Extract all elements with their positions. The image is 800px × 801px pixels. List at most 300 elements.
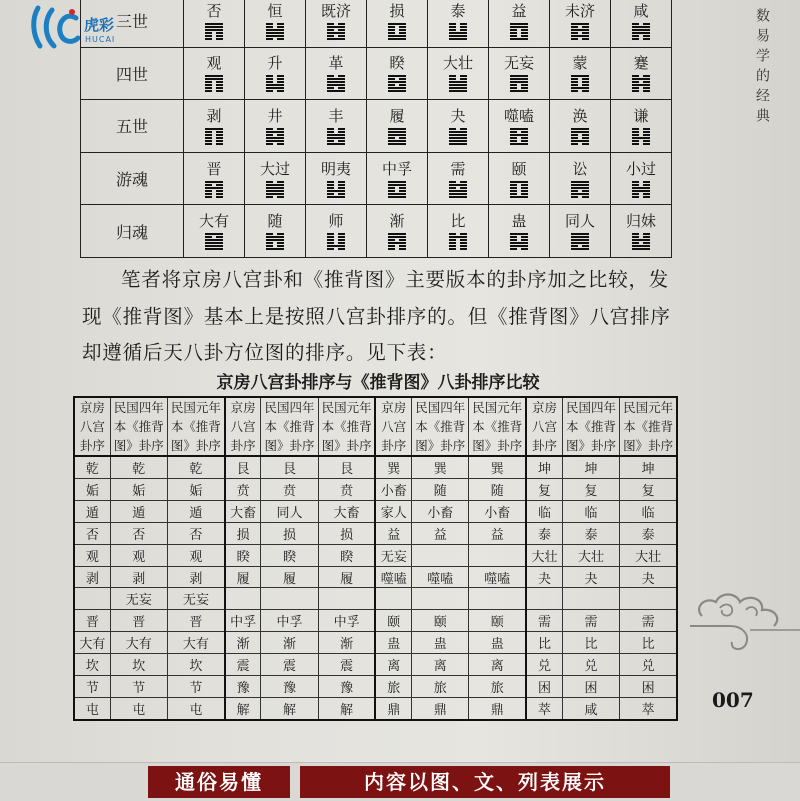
- hexagram-symbol-icon: [266, 128, 284, 145]
- hexagram-cell: [489, 205, 550, 258]
- column-header: [318, 397, 375, 456]
- hexagram-name: 履: [389, 106, 405, 125]
- hexagram-symbol-icon: [388, 128, 406, 145]
- table-cell: 坎: [167, 654, 224, 676]
- table-cell: 屯: [110, 698, 167, 720]
- table-cell: 复: [620, 478, 677, 500]
- hexagram-symbol-icon: [510, 181, 528, 198]
- hexagram-cell: [306, 0, 367, 47]
- table-cell: 泰: [526, 522, 562, 544]
- hexagram-cell: [428, 205, 489, 258]
- table-cell: 鼎: [469, 698, 526, 720]
- table-cell: 无妄: [375, 544, 411, 566]
- hexagram-cell: [611, 47, 672, 100]
- hexagram-symbol-icon: [632, 181, 650, 198]
- column-header-line: 图》卦序: [472, 438, 523, 453]
- table-cell: 睽: [318, 544, 375, 566]
- table-cell: 无妄: [167, 588, 224, 610]
- hexagram-cell: [611, 0, 672, 47]
- hexagram-name: 蛊: [511, 212, 527, 231]
- hexagram-row: [81, 47, 672, 100]
- column-header: [225, 397, 261, 456]
- table-cell: 豫: [318, 676, 375, 698]
- table-cell: 困: [562, 676, 619, 698]
- table-cell: 大有: [110, 632, 167, 654]
- row-label: 五世: [81, 100, 184, 153]
- cloud-ornament-icon: [690, 586, 800, 666]
- hexagram-name: 剥: [206, 106, 222, 125]
- hexagram-symbol-icon: [632, 75, 650, 92]
- hexagram-symbol-icon: [510, 128, 528, 145]
- hexagram-cell: [611, 100, 672, 153]
- table-cell: 蛊: [412, 632, 469, 654]
- column-header: [562, 397, 619, 456]
- hexagram-symbol-icon: [205, 75, 223, 92]
- row-label: 三世: [81, 0, 184, 47]
- row-label: 游魂: [81, 152, 184, 205]
- hexagram-cell: [184, 205, 245, 258]
- column-header-line: 本《推背: [113, 419, 164, 434]
- hexagram-symbol-icon: [388, 181, 406, 198]
- hexagram-name: 大过: [259, 159, 290, 178]
- table-cell: 兑: [562, 654, 619, 676]
- column-header-line: 民国元年: [170, 400, 221, 415]
- column-header-line: 本《推背: [566, 419, 617, 434]
- hexagram-cell: [367, 47, 428, 100]
- hexagram-cell: [184, 47, 245, 100]
- hexagram-name: 益: [511, 1, 527, 20]
- hexagram-symbol-icon: [205, 233, 223, 250]
- logo-subtext: HUCAI: [85, 35, 116, 44]
- table-cell: 需: [620, 610, 677, 632]
- hexagram-symbol-icon: [510, 233, 528, 250]
- hexagram-cell: [550, 152, 611, 205]
- table-cell: [469, 588, 526, 610]
- hexagram-cell: [489, 0, 550, 47]
- column-header: [74, 397, 110, 456]
- table-cell: 损: [261, 522, 318, 544]
- table-cell: 剥: [74, 566, 110, 588]
- column-header-line: 京房: [79, 400, 105, 415]
- table-cell: 中孚: [318, 610, 375, 632]
- hexagram-cell: [245, 0, 306, 47]
- table-row: [74, 522, 677, 544]
- hexagram-row: [81, 100, 672, 153]
- column-header-line: 卦序: [79, 438, 105, 453]
- hexagram-symbol-icon: [449, 75, 467, 92]
- hexagram-name: 噬嗑: [503, 106, 534, 125]
- hexagram-cell: [367, 100, 428, 153]
- table-cell: 坤: [562, 456, 619, 478]
- hexagram-cell: [550, 0, 611, 47]
- hexagram-symbol-icon: [571, 128, 589, 145]
- hexagram-name: 讼: [572, 159, 588, 178]
- table-cell: 巽: [375, 456, 411, 478]
- table-cell: 巽: [412, 456, 469, 478]
- hexagram-cell: [306, 152, 367, 205]
- table-cell: 益: [412, 522, 469, 544]
- table-cell: 坤: [620, 456, 677, 478]
- column-header-line: 民国元年: [472, 400, 523, 415]
- hexagram-name: 夬: [450, 106, 466, 125]
- table-cell: 睽: [225, 544, 261, 566]
- hexagram-cell: [306, 100, 367, 153]
- table-cell: [620, 588, 677, 610]
- table-cell: 晋: [110, 610, 167, 632]
- column-header: [167, 397, 224, 456]
- hexagram-name: 中孚: [381, 159, 412, 178]
- table-cell: 贲: [261, 478, 318, 500]
- table-cell: 艮: [318, 456, 375, 478]
- table-row: [74, 456, 677, 478]
- table-cell: 泰: [562, 522, 619, 544]
- table-cell: 屯: [74, 698, 110, 720]
- table-cell: 损: [225, 522, 261, 544]
- table-cell: 睽: [261, 544, 318, 566]
- hexagram-cell: [367, 205, 428, 258]
- column-header-line: 民国元年: [623, 400, 674, 415]
- table-cell: 小畜: [375, 478, 411, 500]
- table-cell: 乾: [110, 456, 167, 478]
- table-cell: 遁: [167, 500, 224, 522]
- hexagram-name: 同人: [564, 212, 595, 231]
- table-cell: 坤: [526, 456, 562, 478]
- hexagram-row: [81, 0, 672, 47]
- table-cell: 大畜: [318, 500, 375, 522]
- table-cell: 观: [167, 544, 224, 566]
- column-header-line: 本《推背: [623, 419, 674, 434]
- hexagram-name: 大有: [198, 212, 229, 231]
- table-cell: 渐: [261, 632, 318, 654]
- table-cell: 观: [74, 544, 110, 566]
- hexagram-cell: [184, 100, 245, 153]
- table-cell: 蛊: [469, 632, 526, 654]
- hexagram-cell: [611, 205, 672, 258]
- table-cell: 巽: [469, 456, 526, 478]
- hexagram-name: 观: [206, 54, 222, 73]
- table-cell: 晋: [167, 610, 224, 632]
- column-header-line: 图》卦序: [415, 438, 466, 453]
- table-cell: 随: [469, 478, 526, 500]
- hexagram-name: 大壮: [442, 54, 473, 73]
- hexagram-symbol-icon: [266, 233, 284, 250]
- hexagram-name: 未济: [564, 1, 595, 20]
- table-cell: 夬: [620, 566, 677, 588]
- table-cell: 颐: [469, 610, 526, 632]
- column-header: [110, 397, 167, 456]
- column-header-line: 图》卦序: [113, 438, 164, 453]
- row-label: 四世: [81, 47, 184, 100]
- column-header-line: 图》卦序: [264, 438, 315, 453]
- table-cell: 萃: [526, 698, 562, 720]
- column-header-line: 八宫: [230, 419, 256, 434]
- body-paragraph: 笔者将京房八宫卦和《推背图》主要版本的卦序加之比较，发现《推背图》基本上是按照八宫卦排序的。但《推背图》八宫排序却遵循后天八卦方位图的排序。见下表：: [82, 268, 671, 364]
- table-cell: 履: [261, 566, 318, 588]
- table-cell: 益: [375, 522, 411, 544]
- table-cell: 乾: [74, 456, 110, 478]
- row-label: 归魂: [81, 205, 184, 258]
- hexagram-name: 晋: [206, 159, 222, 178]
- hexagram-symbol-icon: [449, 128, 467, 145]
- column-header-line: 图》卦序: [321, 438, 372, 453]
- hexagram-cell: [367, 0, 428, 47]
- hexagram-symbol-icon: [571, 181, 589, 198]
- table-cell: 震: [318, 654, 375, 676]
- table-cell: 豫: [225, 676, 261, 698]
- table-cell: 大壮: [562, 544, 619, 566]
- table-cell: 颐: [375, 610, 411, 632]
- hexagram-symbol-icon: [205, 128, 223, 145]
- table-cell: 临: [562, 500, 619, 522]
- table-cell: 姤: [110, 478, 167, 500]
- hexagram-symbol-icon: [388, 233, 406, 250]
- hexagram-cell: [428, 0, 489, 47]
- page-number: 007: [712, 688, 754, 712]
- table-cell: 否: [110, 522, 167, 544]
- column-header: [375, 397, 411, 456]
- table-cell: 需: [562, 610, 619, 632]
- hexagram-name: 明夷: [320, 159, 351, 178]
- column-header-line: 民国四年: [264, 400, 315, 415]
- hexagram-cell: [550, 100, 611, 153]
- table-cell: 解: [261, 698, 318, 720]
- table-cell: [261, 588, 318, 610]
- table-cell: 艮: [225, 456, 261, 478]
- column-header-line: 京房: [532, 400, 558, 415]
- table-cell: 小畜: [469, 500, 526, 522]
- hucai-logo-mark-icon: [28, 4, 84, 50]
- table-cell: 鼎: [375, 698, 411, 720]
- hexagram-cell: [306, 205, 367, 258]
- table-cell: 颐: [412, 610, 469, 632]
- table-cell: 大有: [167, 632, 224, 654]
- hexagram-name: 蹇: [633, 54, 649, 73]
- table-cell: 震: [225, 654, 261, 676]
- table-cell: 解: [318, 698, 375, 720]
- hexagram-symbol-icon: [327, 128, 345, 145]
- table-row: [74, 632, 677, 654]
- hexagram-symbol-icon: [205, 23, 223, 40]
- table-cell: 中孚: [225, 610, 261, 632]
- banner-badge-left: 通俗易懂: [148, 766, 290, 798]
- column-header-line: 京房: [230, 400, 256, 415]
- hexagram-name: 升: [267, 54, 283, 73]
- table-cell: [412, 588, 469, 610]
- hexagram-symbol-icon: [266, 23, 284, 40]
- side-title: 数易学的经典: [754, 8, 770, 128]
- table-cell: [318, 588, 375, 610]
- comparison-table: [73, 396, 678, 721]
- hexagram-cell: [245, 205, 306, 258]
- table-cell: 履: [225, 566, 261, 588]
- hexagram-symbol-icon: [632, 233, 650, 250]
- table-caption: 京房八宫卦排序与《推背图》八卦排序比较: [216, 373, 540, 393]
- table-cell: 否: [167, 522, 224, 544]
- table-cell: 大壮: [620, 544, 677, 566]
- table-cell: 小畜: [412, 500, 469, 522]
- table-cell: 复: [562, 478, 619, 500]
- table-cell: 兑: [526, 654, 562, 676]
- hexagram-symbol-icon: [510, 75, 528, 92]
- table-row: [74, 654, 677, 676]
- column-header-line: 八宫: [79, 419, 105, 434]
- hexagram-name: 既济: [320, 1, 351, 20]
- column-header-line: 卦序: [532, 438, 558, 453]
- hexagram-name: 需: [450, 159, 466, 178]
- hexagram-name: 无妄: [503, 54, 534, 73]
- hexagram-cell: [489, 152, 550, 205]
- hexagram-name: 丰: [328, 106, 344, 125]
- column-header-line: 本《推背: [264, 419, 315, 434]
- column-header-line: 卦序: [381, 438, 407, 453]
- hexagram-name: 睽: [389, 54, 405, 73]
- hexagram-cell: [306, 47, 367, 100]
- table-cell: 临: [526, 500, 562, 522]
- table-row: [74, 544, 677, 566]
- column-header: [412, 397, 469, 456]
- column-header-line: 本《推背: [472, 419, 523, 434]
- hexagram-symbol-icon: [205, 181, 223, 198]
- hexagram-cell: [611, 152, 672, 205]
- hexagram-name: 归妹: [625, 212, 656, 231]
- table-cell: 旅: [375, 676, 411, 698]
- hexagram-symbol-icon: [327, 181, 345, 198]
- table-cell: 晋: [74, 610, 110, 632]
- hexagram-name: 咸: [633, 1, 649, 20]
- hexagram-name: 比: [450, 212, 466, 231]
- table-cell: 大有: [74, 632, 110, 654]
- column-header: [526, 397, 562, 456]
- hexagram-symbol-icon: [632, 23, 650, 40]
- hexagram-name: 颐: [511, 159, 527, 178]
- column-header-line: 民国四年: [415, 400, 466, 415]
- table-cell: 中孚: [261, 610, 318, 632]
- table-cell: 同人: [261, 500, 318, 522]
- table-cell: 离: [412, 654, 469, 676]
- table-cell: 坎: [74, 654, 110, 676]
- table-cell: 损: [318, 522, 375, 544]
- table-cell: 比: [526, 632, 562, 654]
- hexagram-symbol-icon: [266, 181, 284, 198]
- column-header-line: 京房: [381, 400, 407, 415]
- column-header: [261, 397, 318, 456]
- table-cell: 困: [526, 676, 562, 698]
- hexagram-cell: [550, 47, 611, 100]
- hexagram-name: 师: [328, 212, 344, 231]
- hexagram-cell: [489, 100, 550, 153]
- hexagram-row: [81, 152, 672, 205]
- table-cell: 蛊: [375, 632, 411, 654]
- column-header: [469, 397, 526, 456]
- table-cell: 困: [620, 676, 677, 698]
- table-cell: 震: [261, 654, 318, 676]
- hexagram-symbol-icon: [388, 23, 406, 40]
- table-cell: 节: [167, 676, 224, 698]
- table-cell: 需: [526, 610, 562, 632]
- hexagram-name: 蒙: [572, 54, 588, 73]
- table-cell: 贲: [225, 478, 261, 500]
- hexagram-name: 否: [206, 1, 222, 20]
- table-row: [74, 676, 677, 698]
- hexagram-cell: [245, 47, 306, 100]
- hexagram-cell: [550, 205, 611, 258]
- table-cell: 艮: [261, 456, 318, 478]
- table-cell: 噬嗑: [469, 566, 526, 588]
- table-cell: 否: [74, 522, 110, 544]
- table-cell: 遁: [110, 500, 167, 522]
- table-cell: 履: [318, 566, 375, 588]
- table-cell: 噬嗑: [375, 566, 411, 588]
- table-cell: 解: [225, 698, 261, 720]
- hexagram-name: 井: [267, 106, 283, 125]
- table-row: [74, 500, 677, 522]
- table-cell: 益: [469, 522, 526, 544]
- table-cell: 渐: [318, 632, 375, 654]
- table-cell: 屯: [167, 698, 224, 720]
- column-header-line: 卦序: [230, 438, 256, 453]
- hexagram-symbol-icon: [571, 23, 589, 40]
- table-row: [74, 610, 677, 632]
- hexagram-symbol-icon: [449, 233, 467, 250]
- table-cell: 节: [110, 676, 167, 698]
- table-cell: 夬: [562, 566, 619, 588]
- table-cell: 随: [412, 478, 469, 500]
- hexagram-cell: [489, 47, 550, 100]
- table-cell: 乾: [167, 456, 224, 478]
- hexagram-cell: [428, 100, 489, 153]
- hexagram-name: 小过: [625, 159, 656, 178]
- table-cell: [375, 588, 411, 610]
- table-cell: 姤: [74, 478, 110, 500]
- column-header-line: 民国四年: [566, 400, 617, 415]
- hexagram-symbol-icon: [327, 75, 345, 92]
- column-header-line: 民国四年: [113, 400, 164, 415]
- table-cell: 比: [620, 632, 677, 654]
- hexagram-cell: [184, 0, 245, 47]
- table-cell: 豫: [261, 676, 318, 698]
- hexagram-name: 革: [328, 54, 344, 73]
- hexagram-name: 恒: [267, 1, 283, 20]
- table-cell: 大壮: [526, 544, 562, 566]
- hexagram-symbol-icon: [632, 128, 650, 145]
- hexagram-symbol-icon: [327, 233, 345, 250]
- table-cell: [469, 544, 526, 566]
- hexagram-cell: [245, 152, 306, 205]
- table-cell: 比: [562, 632, 619, 654]
- table-cell: [412, 544, 469, 566]
- column-header-line: 本《推背: [321, 419, 372, 434]
- hexagram-symbol-icon: [510, 23, 528, 40]
- logo-text: 虎彩: [84, 16, 115, 34]
- table-cell: 无妄: [110, 588, 167, 610]
- hexagram-cell: [367, 152, 428, 205]
- table-cell: 遁: [74, 500, 110, 522]
- hexagram-name: 渐: [389, 212, 405, 231]
- hexagram-symbol-icon: [449, 181, 467, 198]
- hexagram-row: [81, 205, 672, 258]
- table-cell: 剥: [110, 566, 167, 588]
- table-cell: 贲: [318, 478, 375, 500]
- table-cell: [225, 588, 261, 610]
- table-cell: [526, 588, 562, 610]
- table-cell: [74, 588, 110, 610]
- column-header-line: 图》卦序: [170, 438, 221, 453]
- table-cell: 噬嗑: [412, 566, 469, 588]
- hexagram-cell: [428, 47, 489, 100]
- hexagram-name: 损: [389, 1, 405, 20]
- hexagram-name: 谦: [633, 106, 649, 125]
- table-cell: 节: [74, 676, 110, 698]
